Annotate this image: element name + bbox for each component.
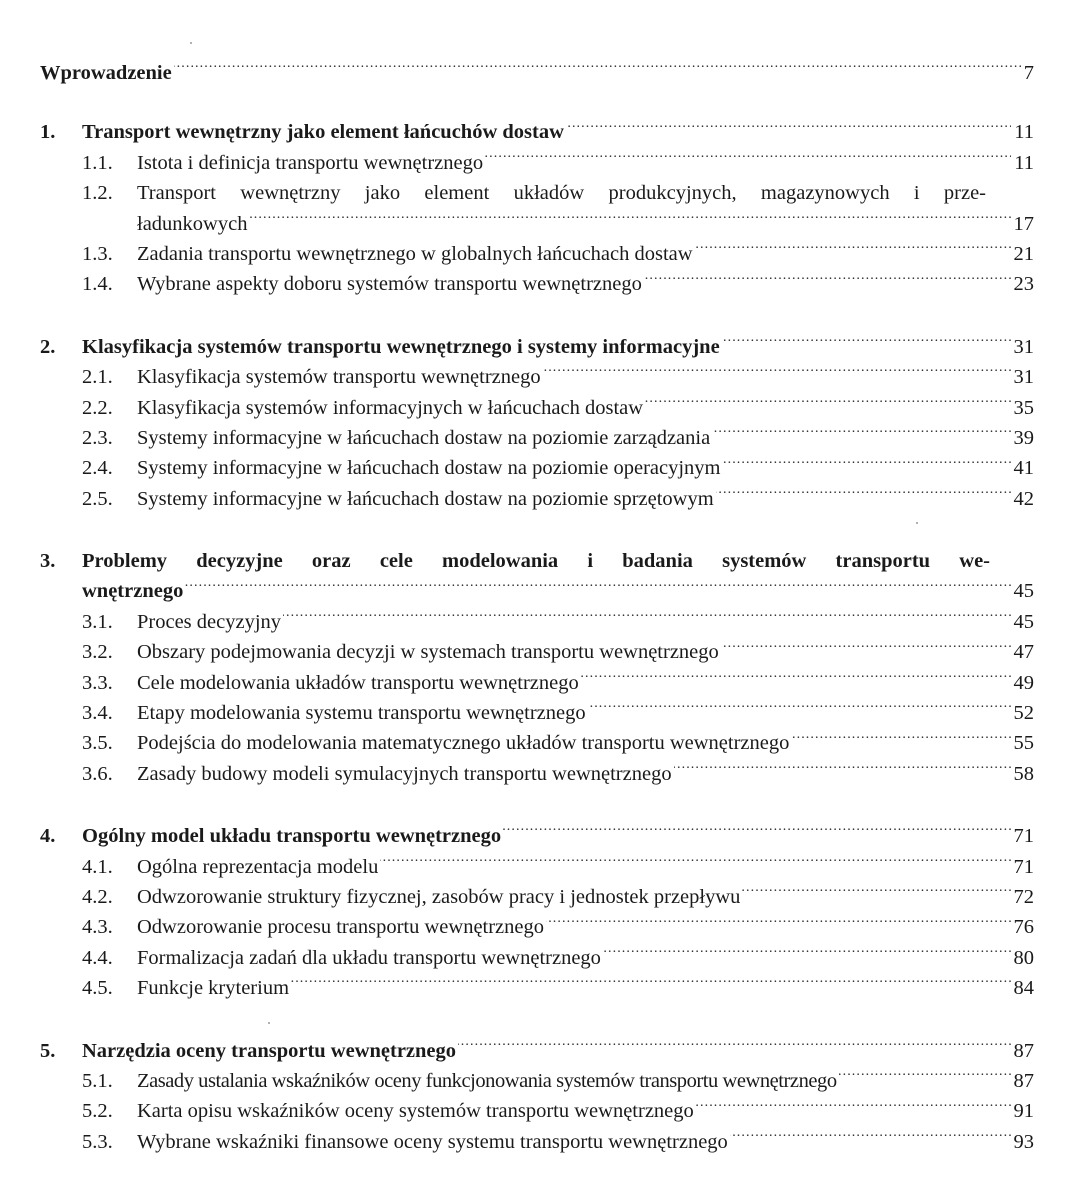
section-number: 1.1. [82, 151, 113, 174]
section-number: 4.1. [82, 855, 113, 878]
entry-page-number: 41 [1013, 457, 1034, 480]
section-title: Etapy modelowania systemu transportu wewnętrznego [137, 702, 586, 725]
toc-section-3-5[interactable] [40, 728, 1034, 758]
toc-chapter-1[interactable] [40, 117, 1034, 147]
section-title: Systemy informacyjne w łańcuchach dostaw na poziomie operacyjnym [137, 457, 721, 480]
entry-page-number: 71 [1013, 855, 1034, 878]
toc-section-4-5[interactable] [40, 973, 1034, 1003]
toc-section-2-3[interactable] [40, 423, 1034, 453]
chapter-title: Transport wewnętrzny jako element łańcuchów dostaw [82, 121, 564, 144]
dot-leader [696, 1097, 1011, 1118]
toc-chapter-2[interactable] [40, 332, 1034, 362]
entry-page-number: 72 [1013, 885, 1034, 908]
entry-page-number: 45 [1013, 580, 1034, 603]
toc-section-2-5[interactable] [40, 484, 1034, 514]
chapter-number: 5. [40, 1039, 56, 1062]
section-title: Wybrane wskaźniki finansowe oceny systemu transportu wewnętrznego [137, 1130, 728, 1153]
toc-section-1-1[interactable] [40, 148, 1034, 178]
toc-section-4-3[interactable] [40, 912, 1034, 942]
chapter-title-line-1: Problemy decyzyjne oraz cele modelowania i badania systemów transportu we- [82, 550, 990, 573]
dot-leader [712, 423, 1010, 444]
section-number: 3.5. [82, 732, 113, 755]
entry-page-number: 52 [1013, 702, 1034, 725]
entry-page-number: 84 [1013, 977, 1034, 1000]
toc-section-4-1[interactable] [40, 852, 1034, 882]
chapter-title: Klasyfikacja systemów transportu wewnętrznego i systemy informacyjne [82, 335, 720, 358]
spacer [40, 514, 1034, 546]
dot-leader [566, 118, 1011, 139]
dot-leader [283, 607, 1010, 628]
section-title: Funkcje kryterium [137, 977, 290, 1000]
spacer [40, 789, 1034, 821]
dot-leader [730, 1127, 1011, 1148]
toc-section-3-6[interactable] [40, 759, 1034, 789]
section-number: 3.1. [82, 610, 113, 633]
dot-leader [380, 852, 1010, 873]
toc-section-4-2[interactable] [40, 882, 1034, 912]
section-title-line-1: Transport wewnętrzny jako element układów produkcyjnych, magazynowych i prze- [137, 182, 986, 205]
section-number: 3.6. [82, 762, 113, 785]
toc-section-1-3[interactable] [40, 239, 1034, 269]
section-number: 5.1. [82, 1069, 113, 1092]
section-number: 2.5. [82, 487, 113, 510]
dot-leader [721, 638, 1011, 659]
section-number: 1.4. [82, 273, 113, 296]
toc-section-3-3[interactable] [40, 668, 1034, 698]
dot-leader [581, 668, 1011, 689]
dot-leader [674, 759, 1011, 780]
section-number: 4.4. [82, 946, 113, 969]
entry-page-number: 91 [1013, 1100, 1034, 1123]
dot-leader [644, 270, 1011, 291]
toc-section-2-2[interactable] [40, 393, 1034, 423]
entry-page-number: 47 [1013, 641, 1034, 664]
entry-page-number: 39 [1013, 426, 1034, 449]
toc-section-2-4[interactable] [40, 453, 1034, 483]
section-number: 4.3. [82, 916, 113, 939]
entry-page-number: 93 [1013, 1130, 1034, 1153]
section-number: 4.5. [82, 977, 113, 1000]
section-title: Karta opisu wskaźników oceny systemów transportu wewnętrznego [137, 1100, 694, 1123]
dot-leader [546, 913, 1010, 934]
toc-chapter-3-continued[interactable] [40, 576, 1034, 606]
section-title: Wybrane aspekty doboru systemów transportu wewnętrznego [137, 273, 642, 296]
section-number: 5.2. [82, 1100, 113, 1123]
section-number: 3.3. [82, 671, 113, 694]
scan-speck [268, 1022, 270, 1024]
section-title: Ogólna reprezentacja modelu [137, 855, 379, 878]
toc-section-1-2-continued[interactable] [40, 209, 1034, 239]
scan-speck [916, 522, 918, 524]
entry-page-number: 21 [1013, 242, 1034, 265]
dot-leader [839, 1066, 1011, 1087]
section-number: 3.2. [82, 641, 113, 664]
chapter-number: 4. [40, 825, 56, 848]
section-number: 2.4. [82, 457, 113, 480]
dot-leader [603, 943, 1011, 964]
dot-leader [588, 699, 1011, 720]
entry-page-number: 87 [1013, 1069, 1034, 1092]
section-number: 1.2. [82, 182, 113, 205]
entry-page-number: 31 [1013, 335, 1034, 358]
section-title: Systemy informacyjne w łańcuchach dostaw na poziomie zarządzania [137, 426, 711, 449]
toc-entry-intro[interactable] [40, 58, 1034, 88]
section-number: 3.4. [82, 702, 113, 725]
section-number: 5.3. [82, 1130, 113, 1153]
section-number: 1.3. [82, 242, 113, 265]
section-title: Podejścia do modelowania matematycznego układów transportu wewnętrznego [137, 732, 790, 755]
chapter-title-line-2: wnętrznego [82, 580, 184, 603]
table-of-contents [40, 58, 1034, 1157]
section-number: 2.2. [82, 396, 113, 419]
entry-page-number: 17 [1013, 212, 1034, 235]
dot-leader [716, 484, 1011, 505]
dot-leader [249, 209, 1010, 230]
toc-section-3-2[interactable] [40, 637, 1034, 667]
dot-leader [645, 393, 1010, 414]
dot-leader [791, 729, 1010, 750]
dot-leader [291, 974, 1010, 995]
section-number: 4.2. [82, 885, 113, 908]
toc-section-1-2[interactable] [40, 178, 1034, 208]
section-title: Formalizacja zadań dla układu transportu wewnętrznego [137, 946, 601, 969]
entry-page-number: 80 [1013, 946, 1034, 969]
section-title: Klasyfikacja systemów informacyjnych w łańcuchach dostaw [137, 396, 644, 419]
toc-section-3-4[interactable] [40, 698, 1034, 728]
toc-section-5-3[interactable] [40, 1127, 1034, 1157]
dot-leader [485, 148, 1011, 169]
chapter-title: Ogólny model układu transportu wewnętrznego [82, 825, 502, 848]
dot-leader [722, 332, 1011, 353]
entry-page-number: 11 [1014, 121, 1034, 144]
entry-page-number: 55 [1013, 732, 1034, 755]
section-title: Istota i definicja transportu wewnętrznego [137, 151, 484, 174]
chapter-number: 3. [40, 550, 56, 573]
entry-title: Wprowadzenie [40, 62, 172, 84]
toc-chapter-4[interactable] [40, 821, 1034, 851]
spacer [40, 300, 1034, 332]
dot-leader [543, 363, 1011, 384]
toc-section-5-2[interactable] [40, 1096, 1034, 1126]
entry-page-number: 35 [1013, 396, 1034, 419]
scan-speck [190, 42, 192, 44]
entry-page-number: 23 [1013, 273, 1034, 296]
spacer [40, 88, 1034, 117]
section-title: Zasady budowy modeli symulacyjnych transportu wewnętrznego [137, 762, 672, 785]
section-title-line-2: ładunkowych [137, 212, 248, 235]
section-title: Odwzorowanie procesu transportu wewnętrznego [137, 916, 545, 939]
section-title: Zasady ustalania wskaźników oceny funkcjonowania systemów transportu wewnętrznego [137, 1069, 837, 1092]
section-title: Systemy informacyjne w łańcuchach dostaw na poziomie sprzętowym [137, 487, 714, 510]
entry-page-number: 7 [1023, 62, 1034, 84]
toc-section-1-4[interactable] [40, 269, 1034, 299]
section-title: Odwzorowanie struktury fizycznej, zasobów pracy i jednostek przepływu [137, 885, 741, 908]
section-number: 2.1. [82, 366, 113, 389]
entry-page-number: 87 [1013, 1039, 1034, 1062]
dot-leader [695, 239, 1011, 260]
toc-section-2-1[interactable] [40, 362, 1034, 392]
toc-section-4-4[interactable] [40, 943, 1034, 973]
dot-leader [742, 882, 1010, 903]
section-number: 2.3. [82, 426, 113, 449]
chapter-number: 1. [40, 121, 56, 144]
toc-chapter-3[interactable] [40, 546, 1034, 576]
toc-chapter-5[interactable] [40, 1036, 1034, 1066]
dot-leader [723, 454, 1011, 475]
section-title: Cele modelowania układów transportu wewnętrznego [137, 671, 579, 694]
dot-leader [458, 1036, 1010, 1057]
entry-page-number: 11 [1014, 151, 1034, 174]
chapter-number: 2. [40, 335, 56, 358]
entry-page-number: 31 [1013, 366, 1034, 389]
chapter-title: Narzędzia oceny transportu wewnętrznego [82, 1039, 457, 1062]
entry-page-number: 42 [1013, 487, 1034, 510]
spacer [40, 1004, 1034, 1036]
entry-page-number: 58 [1013, 762, 1034, 785]
section-title: Proces decyzyjny [137, 610, 282, 633]
section-title: Obszary podejmowania decyzji w systemach transportu wewnętrznego [137, 641, 719, 664]
dot-leader [174, 59, 1021, 80]
entry-page-number: 71 [1013, 825, 1034, 848]
entry-page-number: 76 [1013, 916, 1034, 939]
entry-page-number: 49 [1013, 671, 1034, 694]
toc-section-3-1[interactable] [40, 607, 1034, 637]
toc-section-5-1[interactable] [40, 1066, 1034, 1096]
dot-leader [185, 577, 1010, 598]
entry-page-number: 45 [1013, 610, 1034, 633]
section-title: Klasyfikacja systemów transportu wewnętrznego [137, 366, 541, 389]
dot-leader [503, 822, 1010, 843]
section-title: Zadania transportu wewnętrznego w globalnych łańcuchach dostaw [137, 242, 693, 265]
